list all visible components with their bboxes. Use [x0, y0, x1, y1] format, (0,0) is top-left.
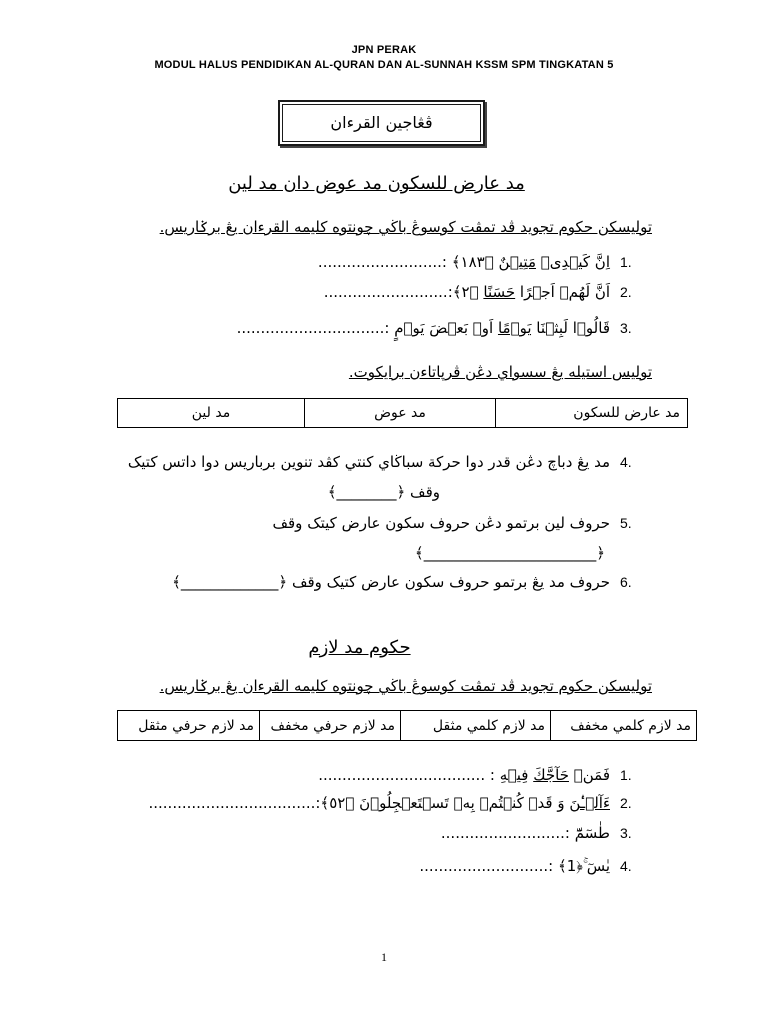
- statement-row: [128, 450, 634, 474]
- statement-row: [272, 511, 634, 535]
- underlined-word: حَآجَّكَ: [533, 766, 569, 784]
- underlined-word: مَتِيۡنٌ: [498, 253, 536, 271]
- answer-blank: :..........................: [440, 824, 575, 842]
- question-text: ءَآلۡـٰٔنَ وَ قَدۡ كُنۡتُمۡ بِهٖ تَسۡتَعۡجِلُوۡنَ ﴿٥٢﴾:...................................: [148, 794, 610, 812]
- header-module-title: MODUL HALUS PENDIDIKAN AL-QURAN DAN AL-SUNNAH KSSM SPM TINGKATAN 5: [154, 59, 614, 71]
- question-number: 3.: [620, 825, 632, 841]
- question-text: طٰسٓمّٓ :..........................: [440, 824, 610, 842]
- term-cell: مد لازم كلمي مخفف: [551, 711, 697, 741]
- section-title-mad-arid: مد عارض للسكون مد عوض دان مد لين: [228, 173, 525, 194]
- statement-continuation: ﴿_______________________﴾: [414, 544, 605, 562]
- question-number: 4.: [620, 454, 632, 470]
- instruction-3: توليسکن حکوم تجويد ڤد تمڤت کوسوڠ باڬي چونتوه کليمه القرءان يڠ برݢاريس.: [159, 677, 652, 695]
- question-number: 4.: [620, 858, 632, 874]
- question-row: [324, 280, 634, 304]
- question-number: 2.: [620, 795, 632, 811]
- question-number: 5.: [620, 515, 632, 531]
- question-text: قَالُوۡا لَبِثۡنَا يَوۡمًا اَوۡ بَعۡضَ يَوۡمٍ :...............................: [236, 319, 610, 337]
- section-title-mad-lazim: حکوم مد لازم: [308, 637, 411, 658]
- term-cell: مد لازم كلمي مثقل: [401, 711, 551, 741]
- question-text: اَنَّ لَهُمۡ اَجۡرًا حَسَنًا ﴿٢﴾:..........................: [323, 283, 610, 301]
- underlined-word: حَسَنًا: [483, 283, 516, 301]
- question-row: [148, 791, 634, 815]
- question-text: يٰسٓ ۚ﴿1﴾ :...........................: [419, 857, 610, 875]
- question-number: 2.: [620, 284, 632, 300]
- question-row: [419, 854, 634, 878]
- statement-text: حروف لين برتمو دڠن حروف سكون عارض كيتک وقف: [272, 514, 610, 532]
- question-text: اِنَّ كَيۡدِىۡ مَتِيۡنٌ ﴿١٨٣﴾ :..........................: [317, 253, 610, 271]
- answer-blank: : ...................................: [318, 766, 500, 784]
- statement-continuation: وقف ﴿________﴾: [327, 483, 440, 501]
- underlined-word: يَوۡمًا: [497, 319, 532, 337]
- question-row: [318, 250, 634, 274]
- term-cell: مد لازم حرفي مخفف: [260, 711, 401, 741]
- statement-row: [172, 570, 634, 594]
- question-text: فَمَنۡ حَآجَّكَ فِيۡهِ : ...................................: [318, 766, 610, 784]
- topic-box: ڤڠاجين القرءان: [278, 100, 485, 146]
- answer-blank: :..........................: [323, 283, 453, 301]
- question-row: [237, 316, 634, 340]
- page-number: 1: [381, 950, 387, 964]
- header-agency: JPN PERAK: [351, 44, 417, 56]
- answer-blank: :...............................: [236, 319, 395, 337]
- terms-table: [117, 710, 697, 741]
- question-row: [318, 763, 634, 787]
- instruction-1: توليسکن حکوم تجويد ڤد تمڤت کوسوڠ باڬي چونتوه کليمه القرءان يڠ برݢاريس.: [159, 218, 652, 236]
- question-number: 6.: [620, 574, 632, 590]
- question-row: [441, 821, 634, 845]
- question-number: 1.: [620, 767, 632, 783]
- statement-text: حروف مد يڠ برتمو حروف سكون عارض كتيک وقف ﴿_____________﴾: [172, 573, 610, 591]
- term-cell: مد لين: [118, 399, 305, 428]
- question-number: 3.: [620, 320, 632, 336]
- underlined-word: ءَآلۡـٰٔنَ: [569, 794, 610, 812]
- question-number: 1.: [620, 254, 632, 270]
- answer-blank: :..........................: [317, 253, 452, 271]
- answer-blank: :...................................: [148, 794, 321, 812]
- term-cell: مد لازم حرفي مثقل: [118, 711, 260, 741]
- terms-table: [117, 398, 688, 428]
- term-cell: مد عارض للسكون: [496, 399, 688, 428]
- statement-text: مد يڠ دباچ دڠن قدر دوا حركة سباڬاي كنتي كڤد تنوين برباريس دوا داتس كتيک: [127, 453, 610, 471]
- answer-blank: :...........................: [419, 857, 558, 875]
- term-cell: مد عوض: [305, 399, 496, 428]
- instruction-2: توليس استيله يڠ سسواي دڠن ڤرڽاتاءن برايکوت.: [348, 363, 652, 381]
